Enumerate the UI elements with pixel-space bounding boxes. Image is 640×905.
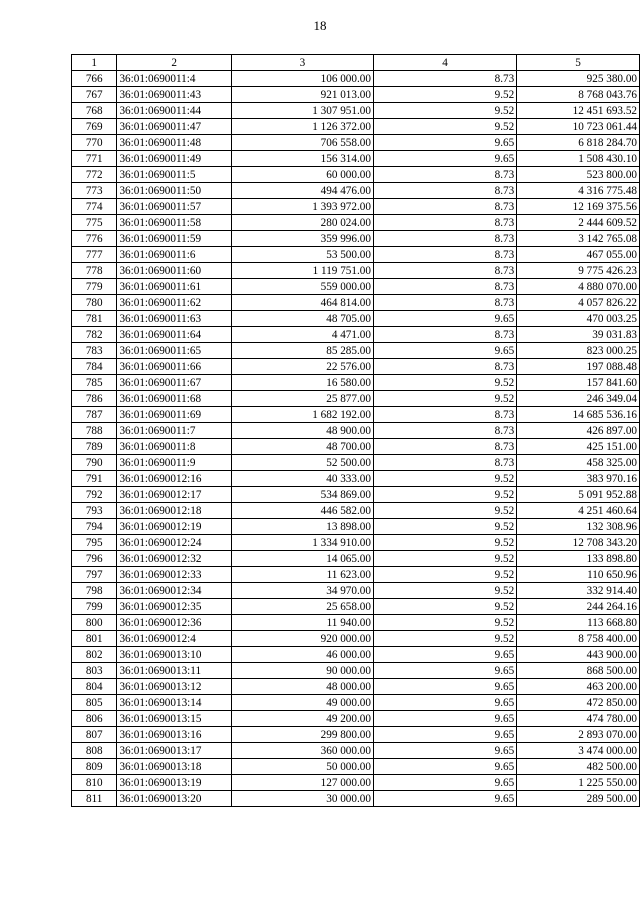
cadastral-number-cell: 36:01:0690012:34 (117, 583, 231, 599)
row-number-cell: 800 (72, 615, 117, 631)
rate-cell: 8.73 (373, 279, 516, 295)
rate-cell: 9.65 (373, 343, 516, 359)
row-number-cell: 791 (72, 471, 117, 487)
total-cell: 197 088.48 (517, 359, 640, 375)
table-row (72, 503, 640, 519)
table-row (72, 647, 640, 663)
cadastral-number-cell: 36:01:0690011:44 (117, 103, 231, 119)
total-cell: 10 723 061.44 (517, 119, 640, 135)
value-cell: 706 558.00 (231, 135, 373, 151)
total-cell: 472 850.00 (517, 695, 640, 711)
rate-cell: 9.52 (373, 631, 516, 647)
table-row (72, 167, 640, 183)
rate-cell: 9.52 (373, 375, 516, 391)
table-row (72, 343, 640, 359)
cadastral-number-cell: 36:01:0690012:18 (117, 503, 231, 519)
row-number-cell: 785 (72, 375, 117, 391)
total-cell: 470 003.25 (517, 311, 640, 327)
value-cell: 106 000.00 (231, 71, 373, 87)
table-row (72, 471, 640, 487)
row-number-cell: 803 (72, 663, 117, 679)
table-row (72, 119, 640, 135)
row-number-cell: 806 (72, 711, 117, 727)
row-number-cell: 781 (72, 311, 117, 327)
cadastral-number-cell: 36:01:0690011:8 (117, 439, 231, 455)
value-cell: 34 970.00 (231, 583, 373, 599)
value-cell: 280 024.00 (231, 215, 373, 231)
data-table (71, 54, 640, 807)
total-cell: 4 251 460.64 (517, 503, 640, 519)
value-cell: 1 334 910.00 (231, 535, 373, 551)
total-cell: 2 444 609.52 (517, 215, 640, 231)
cadastral-number-cell: 36:01:0690011:69 (117, 407, 231, 423)
value-cell: 48 000.00 (231, 679, 373, 695)
table-row (72, 423, 640, 439)
column-header: 3 (231, 55, 373, 71)
total-cell: 113 668.80 (517, 615, 640, 631)
rate-cell: 9.52 (373, 615, 516, 631)
row-number-cell: 770 (72, 135, 117, 151)
row-number-cell: 793 (72, 503, 117, 519)
table-row (72, 583, 640, 599)
cadastral-number-cell: 36:01:0690012:19 (117, 519, 231, 535)
value-cell: 1 126 372.00 (231, 119, 373, 135)
row-number-cell: 795 (72, 535, 117, 551)
cadastral-number-cell: 36:01:0690013:14 (117, 695, 231, 711)
cadastral-number-cell: 36:01:0690012:36 (117, 615, 231, 631)
row-number-cell: 775 (72, 215, 117, 231)
cadastral-number-cell: 36:01:0690013:17 (117, 743, 231, 759)
value-cell: 1 393 972.00 (231, 199, 373, 215)
total-cell: 3 142 765.08 (517, 231, 640, 247)
rate-cell: 8.73 (373, 231, 516, 247)
row-number-cell: 808 (72, 743, 117, 759)
table-row (72, 279, 640, 295)
value-cell: 534 869.00 (231, 487, 373, 503)
rate-cell: 8.73 (373, 247, 516, 263)
cadastral-number-cell: 36:01:0690011:58 (117, 215, 231, 231)
table-row (72, 711, 640, 727)
value-cell: 464 814.00 (231, 295, 373, 311)
total-cell: 8 768 043.76 (517, 87, 640, 103)
column-header: 5 (517, 55, 640, 71)
cadastral-number-cell: 36:01:0690013:15 (117, 711, 231, 727)
row-number-cell: 804 (72, 679, 117, 695)
row-number-cell: 790 (72, 455, 117, 471)
value-cell: 299 800.00 (231, 727, 373, 743)
table-row (72, 791, 640, 807)
value-cell: 359 996.00 (231, 231, 373, 247)
cadastral-number-cell: 36:01:0690013:12 (117, 679, 231, 695)
rate-cell: 8.73 (373, 183, 516, 199)
total-cell: 332 914.40 (517, 583, 640, 599)
row-number-cell: 771 (72, 151, 117, 167)
cadastral-number-cell: 36:01:0690011:59 (117, 231, 231, 247)
total-cell: 4 316 775.48 (517, 183, 640, 199)
table-row (72, 199, 640, 215)
total-cell: 289 500.00 (517, 791, 640, 807)
rate-cell: 8.73 (373, 215, 516, 231)
cadastral-number-cell: 36:01:0690011:49 (117, 151, 231, 167)
total-cell: 2 893 070.00 (517, 727, 640, 743)
value-cell: 40 333.00 (231, 471, 373, 487)
rate-cell: 9.52 (373, 487, 516, 503)
table-row (72, 439, 640, 455)
value-cell: 48 705.00 (231, 311, 373, 327)
rate-cell: 8.73 (373, 455, 516, 471)
row-number-cell: 799 (72, 599, 117, 615)
row-number-cell: 811 (72, 791, 117, 807)
value-cell: 30 000.00 (231, 791, 373, 807)
rate-cell: 9.65 (373, 695, 516, 711)
total-cell: 8 758 400.00 (517, 631, 640, 647)
rate-cell: 9.65 (373, 743, 516, 759)
rate-cell: 8.73 (373, 167, 516, 183)
total-cell: 133 898.80 (517, 551, 640, 567)
rate-cell: 9.65 (373, 711, 516, 727)
cadastral-number-cell: 36:01:0690013:10 (117, 647, 231, 663)
row-number-cell: 782 (72, 327, 117, 343)
cadastral-number-cell: 36:01:0690012:33 (117, 567, 231, 583)
cadastral-number-cell: 36:01:0690011:68 (117, 391, 231, 407)
table-row (72, 663, 640, 679)
row-number-cell: 777 (72, 247, 117, 263)
table-row (72, 599, 640, 615)
table-row (72, 615, 640, 631)
table-row (72, 551, 640, 567)
value-cell: 25 658.00 (231, 599, 373, 615)
table-row (72, 103, 640, 119)
total-cell: 426 897.00 (517, 423, 640, 439)
table-row (72, 375, 640, 391)
table-row (72, 183, 640, 199)
row-number-cell: 776 (72, 231, 117, 247)
table-row (72, 519, 640, 535)
rate-cell: 9.65 (373, 151, 516, 167)
total-cell: 157 841.60 (517, 375, 640, 391)
cadastral-number-cell: 36:01:0690011:64 (117, 327, 231, 343)
rate-cell: 9.52 (373, 551, 516, 567)
table-row (72, 487, 640, 503)
value-cell: 559 000.00 (231, 279, 373, 295)
table-row (72, 87, 640, 103)
rate-cell: 9.52 (373, 599, 516, 615)
cadastral-number-cell: 36:01:0690012:24 (117, 535, 231, 551)
cadastral-number-cell: 36:01:0690013:18 (117, 759, 231, 775)
table-row (72, 535, 640, 551)
value-cell: 11 940.00 (231, 615, 373, 631)
total-cell: 1 508 430.10 (517, 151, 640, 167)
cadastral-number-cell: 36:01:0690012:35 (117, 599, 231, 615)
value-cell: 360 000.00 (231, 743, 373, 759)
value-cell: 13 898.00 (231, 519, 373, 535)
cadastral-number-cell: 36:01:0690011:57 (117, 199, 231, 215)
value-cell: 60 000.00 (231, 167, 373, 183)
cadastral-number-cell: 36:01:0690011:9 (117, 455, 231, 471)
table-row (72, 295, 640, 311)
row-number-cell: 805 (72, 695, 117, 711)
table-row (72, 71, 640, 87)
row-number-cell: 786 (72, 391, 117, 407)
total-cell: 3 474 000.00 (517, 743, 640, 759)
total-cell: 132 308.96 (517, 519, 640, 535)
row-number-cell: 787 (72, 407, 117, 423)
value-cell: 494 476.00 (231, 183, 373, 199)
rate-cell: 8.73 (373, 359, 516, 375)
cadastral-number-cell: 36:01:0690011:67 (117, 375, 231, 391)
total-cell: 14 685 536.16 (517, 407, 640, 423)
total-cell: 443 900.00 (517, 647, 640, 663)
table-row (72, 215, 640, 231)
total-cell: 5 091 952.88 (517, 487, 640, 503)
value-cell: 446 582.00 (231, 503, 373, 519)
total-cell: 246 349.04 (517, 391, 640, 407)
cadastral-number-cell: 36:01:0690011:47 (117, 119, 231, 135)
row-number-cell: 766 (72, 71, 117, 87)
rate-cell: 9.65 (373, 759, 516, 775)
row-number-cell: 801 (72, 631, 117, 647)
rate-cell: 8.73 (373, 295, 516, 311)
value-cell: 46 000.00 (231, 647, 373, 663)
value-cell: 1 682 192.00 (231, 407, 373, 423)
total-cell: 4 057 826.22 (517, 295, 640, 311)
value-cell: 48 900.00 (231, 423, 373, 439)
cadastral-number-cell: 36:01:0690011:63 (117, 311, 231, 327)
row-number-cell: 767 (72, 87, 117, 103)
cadastral-number-cell: 36:01:0690011:48 (117, 135, 231, 151)
row-number-cell: 772 (72, 167, 117, 183)
cadastral-number-cell: 36:01:0690011:7 (117, 423, 231, 439)
cadastral-number-cell: 36:01:0690011:66 (117, 359, 231, 375)
table-row (72, 151, 640, 167)
row-number-cell: 789 (72, 439, 117, 455)
rate-cell: 9.65 (373, 663, 516, 679)
table-row (72, 327, 640, 343)
value-cell: 49 000.00 (231, 695, 373, 711)
table-row (72, 743, 640, 759)
row-number-cell: 798 (72, 583, 117, 599)
value-cell: 14 065.00 (231, 551, 373, 567)
column-header: 1 (72, 55, 117, 71)
value-cell: 920 000.00 (231, 631, 373, 647)
row-number-cell: 778 (72, 263, 117, 279)
total-cell: 244 264.16 (517, 599, 640, 615)
rate-cell: 9.52 (373, 391, 516, 407)
rate-cell: 9.52 (373, 471, 516, 487)
cadastral-number-cell: 36:01:0690013:19 (117, 775, 231, 791)
total-cell: 6 818 284.70 (517, 135, 640, 151)
row-number-cell: 802 (72, 647, 117, 663)
row-number-cell: 774 (72, 199, 117, 215)
cadastral-number-cell: 36:01:0690011:62 (117, 295, 231, 311)
value-cell: 25 877.00 (231, 391, 373, 407)
rate-cell: 9.52 (373, 519, 516, 535)
total-cell: 425 151.00 (517, 439, 640, 455)
value-cell: 50 000.00 (231, 759, 373, 775)
table-row (72, 631, 640, 647)
row-number-cell: 780 (72, 295, 117, 311)
value-cell: 921 013.00 (231, 87, 373, 103)
column-header: 2 (117, 55, 231, 71)
row-number-cell: 794 (72, 519, 117, 535)
rate-cell: 8.73 (373, 199, 516, 215)
value-cell: 4 471.00 (231, 327, 373, 343)
rate-cell: 8.73 (373, 71, 516, 87)
table-row (72, 695, 640, 711)
row-number-cell: 779 (72, 279, 117, 295)
cadastral-number-cell: 36:01:0690012:16 (117, 471, 231, 487)
cadastral-number-cell: 36:01:0690013:11 (117, 663, 231, 679)
row-number-cell: 784 (72, 359, 117, 375)
table-row (72, 407, 640, 423)
cadastral-number-cell: 36:01:0690011:50 (117, 183, 231, 199)
row-number-cell: 783 (72, 343, 117, 359)
cadastral-number-cell: 36:01:0690011:4 (117, 71, 231, 87)
total-cell: 474 780.00 (517, 711, 640, 727)
total-cell: 823 000.25 (517, 343, 640, 359)
total-cell: 467 055.00 (517, 247, 640, 263)
rate-cell: 9.52 (373, 103, 516, 119)
row-number-cell: 796 (72, 551, 117, 567)
rate-cell: 9.65 (373, 679, 516, 695)
cadastral-number-cell: 36:01:0690011:5 (117, 167, 231, 183)
value-cell: 1 307 951.00 (231, 103, 373, 119)
rate-cell: 9.65 (373, 647, 516, 663)
rate-cell: 8.73 (373, 327, 516, 343)
cadastral-number-cell: 36:01:0690012:17 (117, 487, 231, 503)
rate-cell: 8.73 (373, 439, 516, 455)
table-row (72, 567, 640, 583)
row-number-cell: 807 (72, 727, 117, 743)
table-body (72, 71, 640, 807)
table-row (72, 263, 640, 279)
total-cell: 1 225 550.00 (517, 775, 640, 791)
page-number: 18 (313, 18, 327, 33)
table-row (72, 231, 640, 247)
rate-cell: 9.65 (373, 311, 516, 327)
table-row (72, 775, 640, 791)
table-row (72, 759, 640, 775)
rate-cell: 8.73 (373, 263, 516, 279)
total-cell: 12 169 375.56 (517, 199, 640, 215)
value-cell: 127 000.00 (231, 775, 373, 791)
value-cell: 90 000.00 (231, 663, 373, 679)
cadastral-number-cell: 36:01:0690011:43 (117, 87, 231, 103)
total-cell: 482 500.00 (517, 759, 640, 775)
value-cell: 48 700.00 (231, 439, 373, 455)
total-cell: 12 708 343.20 (517, 535, 640, 551)
row-number-cell: 810 (72, 775, 117, 791)
column-header-row (72, 55, 640, 71)
table-row (72, 359, 640, 375)
value-cell: 16 580.00 (231, 375, 373, 391)
rate-cell: 9.65 (373, 775, 516, 791)
row-number-cell: 797 (72, 567, 117, 583)
rate-cell: 9.65 (373, 727, 516, 743)
rate-cell: 9.52 (373, 503, 516, 519)
total-cell: 463 200.00 (517, 679, 640, 695)
rate-cell: 9.52 (373, 567, 516, 583)
rate-cell: 8.73 (373, 423, 516, 439)
total-cell: 9 775 426.23 (517, 263, 640, 279)
value-cell: 156 314.00 (231, 151, 373, 167)
row-number-cell: 792 (72, 487, 117, 503)
table-row (72, 311, 640, 327)
table-row (72, 135, 640, 151)
value-cell: 22 576.00 (231, 359, 373, 375)
total-cell: 523 800.00 (517, 167, 640, 183)
total-cell: 4 880 070.00 (517, 279, 640, 295)
total-cell: 925 380.00 (517, 71, 640, 87)
total-cell: 868 500.00 (517, 663, 640, 679)
table-row (72, 727, 640, 743)
rate-cell: 9.65 (373, 135, 516, 151)
cadastral-number-cell: 36:01:0690012:32 (117, 551, 231, 567)
value-cell: 11 623.00 (231, 567, 373, 583)
table-row (72, 247, 640, 263)
row-number-cell: 768 (72, 103, 117, 119)
value-cell: 49 200.00 (231, 711, 373, 727)
cadastral-number-cell: 36:01:0690011:6 (117, 247, 231, 263)
value-cell: 85 285.00 (231, 343, 373, 359)
row-number-cell: 788 (72, 423, 117, 439)
total-cell: 458 325.00 (517, 455, 640, 471)
rate-cell: 9.65 (373, 791, 516, 807)
value-cell: 53 500.00 (231, 247, 373, 263)
total-cell: 383 970.16 (517, 471, 640, 487)
cadastral-number-cell: 36:01:0690011:60 (117, 263, 231, 279)
column-header: 4 (373, 55, 516, 71)
table-row (72, 455, 640, 471)
cadastral-number-cell: 36:01:0690011:61 (117, 279, 231, 295)
rate-cell: 9.52 (373, 119, 516, 135)
rate-cell: 9.52 (373, 87, 516, 103)
row-number-cell: 773 (72, 183, 117, 199)
cadastral-number-cell: 36:01:0690013:20 (117, 791, 231, 807)
total-cell: 110 650.96 (517, 567, 640, 583)
cadastral-number-cell: 36:01:0690012:4 (117, 631, 231, 647)
value-cell: 52 500.00 (231, 455, 373, 471)
value-cell: 1 119 751.00 (231, 263, 373, 279)
cadastral-number-cell: 36:01:0690011:65 (117, 343, 231, 359)
row-number-cell: 809 (72, 759, 117, 775)
cadastral-number-cell: 36:01:0690013:16 (117, 727, 231, 743)
rate-cell: 9.52 (373, 535, 516, 551)
rate-cell: 9.52 (373, 583, 516, 599)
rate-cell: 8.73 (373, 407, 516, 423)
row-number-cell: 769 (72, 119, 117, 135)
total-cell: 12 451 693.52 (517, 103, 640, 119)
total-cell: 39 031.83 (517, 327, 640, 343)
table-row (72, 679, 640, 695)
table-row (72, 391, 640, 407)
